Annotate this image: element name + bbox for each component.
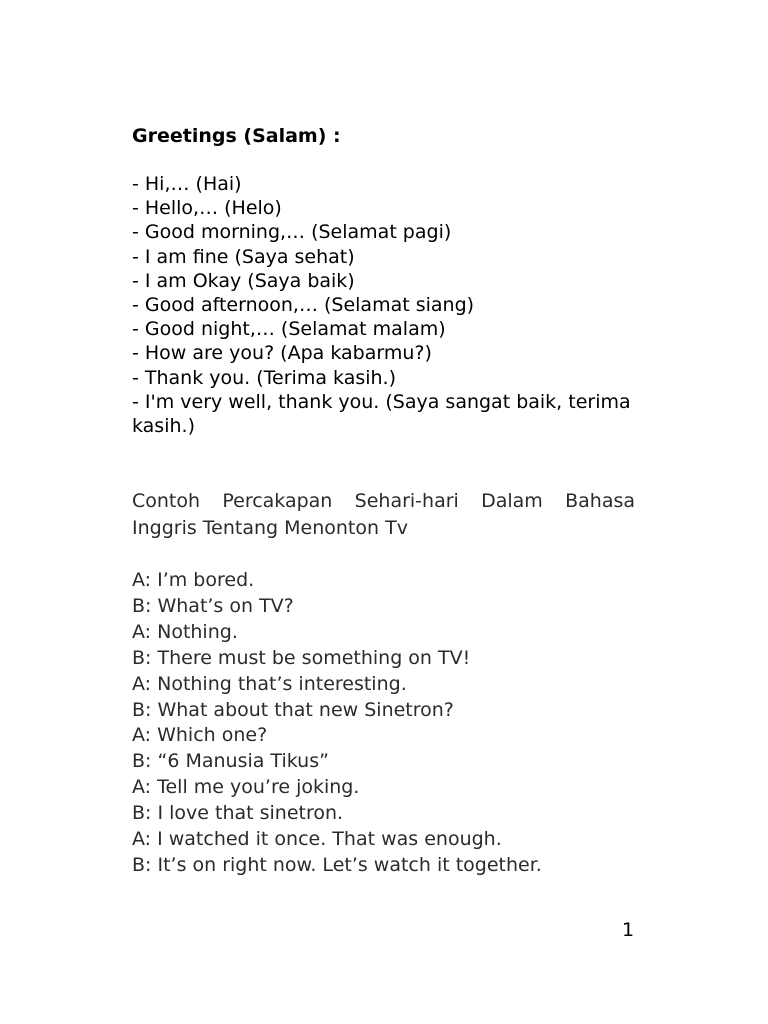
greeting-item: - I'm very well, thank you. (Saya sangat baik, terima kasih.) xyxy=(132,390,631,438)
greeting-item: - I am fine (Saya sehat) xyxy=(132,245,355,268)
dialogue-line: B: “6 Manusia Tikus” xyxy=(132,750,329,773)
greetings-list xyxy=(132,172,638,438)
greeting-item: - How are you? (Apa kabarmu?) xyxy=(132,342,432,365)
dialogue-line: A: I watched it once. That was enough. xyxy=(132,828,502,851)
greeting-item: - Good afternoon,… (Selamat siang) xyxy=(132,294,475,317)
greeting-item: - Good night,… (Selamat malam) xyxy=(132,318,446,341)
greeting-item: - I am Okay (Saya baik) xyxy=(132,269,355,292)
dialogue-list xyxy=(132,568,638,879)
section-title: Contoh Percakapan Sehari-hari Dalam Bahasa Inggris Tentang Menonton Tv xyxy=(132,490,635,539)
greeting-item: - Hi,… (Hai) xyxy=(132,173,242,195)
dialogue-line: B: There must be something on TV! xyxy=(132,646,471,669)
dialogue-line: A: Tell me you’re joking. xyxy=(132,776,360,799)
dialogue-line: A: Which one? xyxy=(132,724,268,747)
page-number: 1 xyxy=(622,919,635,941)
dialogue-line: B: I love that sinetron. xyxy=(132,802,344,825)
dialogue-line: A: Nothing. xyxy=(132,620,238,643)
dialogue-line: B: It’s on right now. Let’s watch it together. xyxy=(132,853,542,876)
dialogue-line: A: I’m bored. xyxy=(132,569,255,591)
greetings-heading: Greetings (Salam) : xyxy=(132,125,341,147)
greeting-item: - Hello,… (Helo) xyxy=(132,197,282,220)
greeting-item: - Good morning,… (Selamat pagi) xyxy=(132,221,452,244)
greeting-item: - Thank you. (Terima kasih.) xyxy=(132,366,397,389)
dialogue-line: B: What’s on TV? xyxy=(132,594,294,617)
dialogue-line: A: Nothing that’s interesting. xyxy=(132,672,407,695)
dialogue-line: B: What about that new Sinetron? xyxy=(132,698,454,721)
